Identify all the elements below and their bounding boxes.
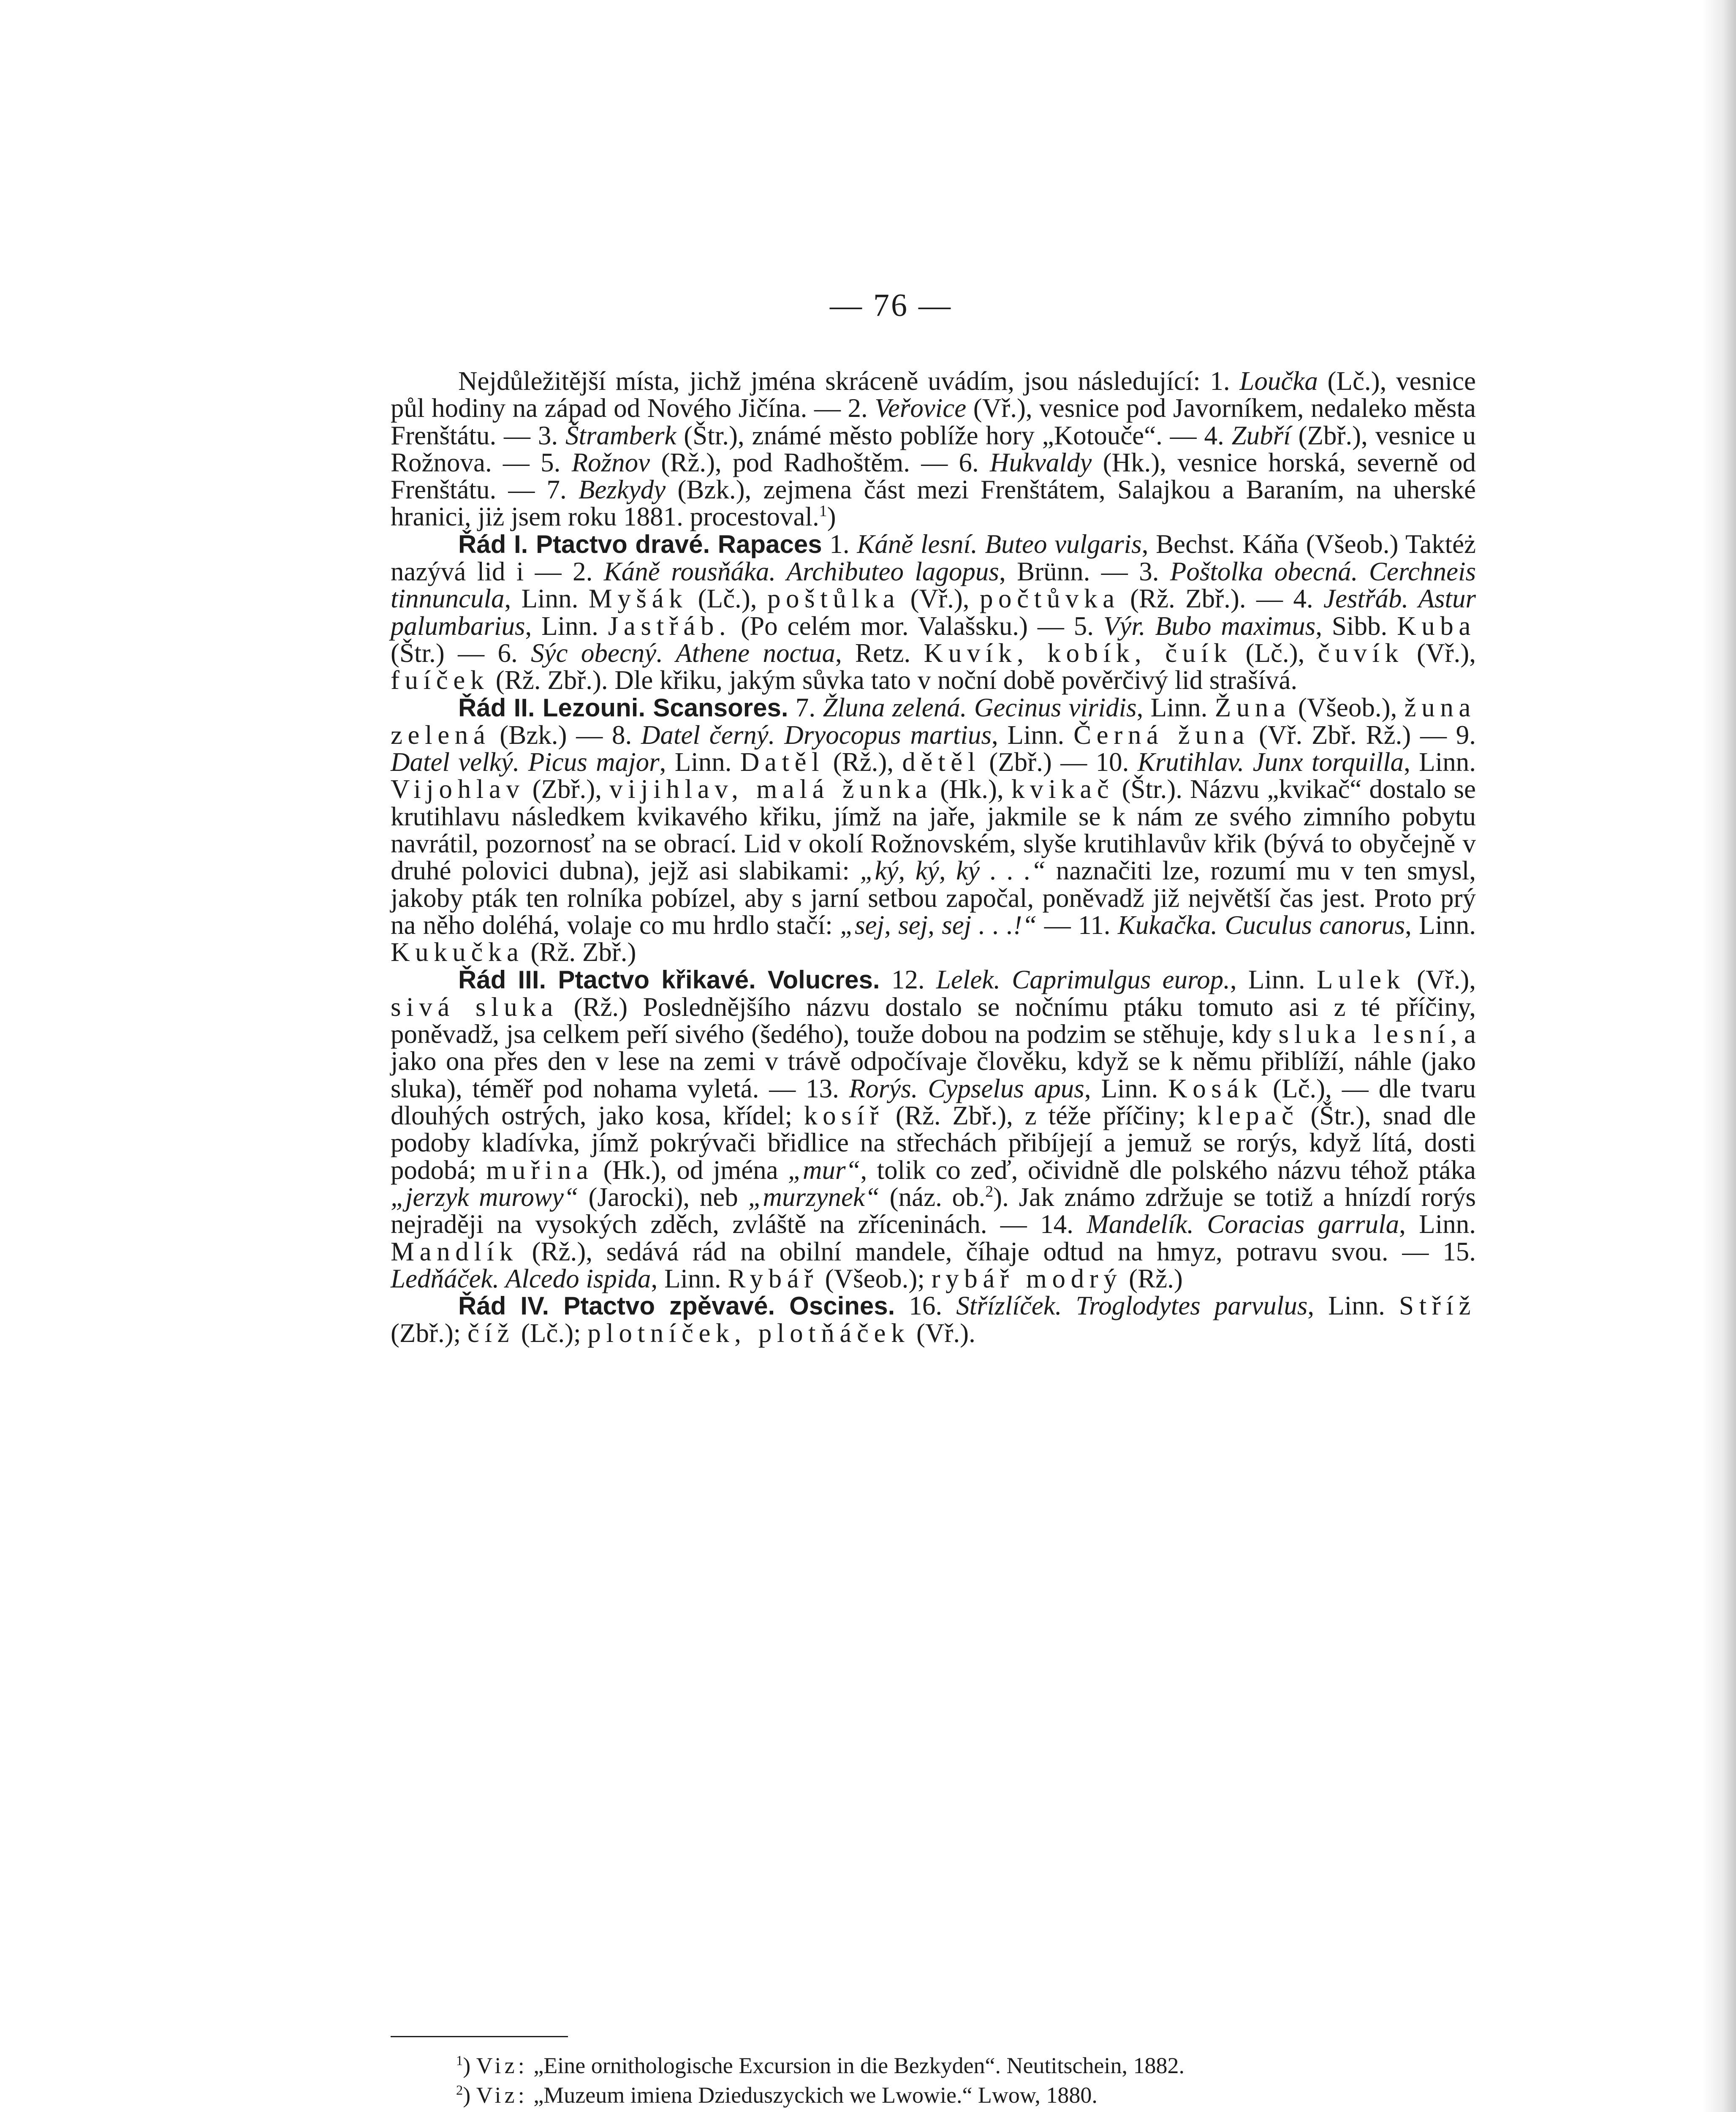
- footnote-2: $^2$) Viz: „Muzeum imiena Dzieduszyckich we Lwowie.“ Lwow, 1880.: [456, 2082, 1098, 2108]
- local-name: Lulek: [1316, 964, 1405, 994]
- footnotes: [456, 2051, 1478, 2110]
- order-3-paragraph: Řád III. Ptactvo křikavé. Volucres. 12. Lelek. Caprimulgus europ., Linn. Lulek (Vř.), sivá sluka (Rž.) Poslednějšího názvu dostalo se nočnímu ptáku tomuto asi z té příčiny, poněvadž, jsa celkem peří sivého (šedého), touže dobou na podzim se stěhuje, kdy sluka lesní, a jako ona přes den v lese na zemi v trávě odpočívaje člověku, když se k němu přiblíží, náhle (jako sluka), téměř pod nohama vyletá. — 13. Rorýs. Cypselus apus, Linn. Kosák (Lč.), — dle tvaru dlouhých ostrých, jako kosa, křídel; kosíř (Rž. Zbř.), z téže příčiny; klepač (Štr.), snad dle podoby kladívka, jímž pokrývači břidlice na střechách přibíjejí a jemuž se rorýs, když lítá, dosti podobá; muřina (Hk.), od jména „mur“, tolik co zeď, očividně dle polského názvu téhož ptáka „jerzyk murowy“ (Jarocki), neb „murzynek“ (náz. ob.$^2$). Jak známo zdržuje se totiž a hnízdí rorýs nejraději na vysokých zděch, zvláště na zříceninách. — 14. Mandelík. Coracias garrula, Linn. Mandlík (Rž.), sedává rád na obilní mandele, číhaje odtud na hmyz, potravu svou. — 15. Ledňáček. Alcedo ispida, Linn. Rybář (Všeob.); rybář modrý (Rž.): [391, 964, 1476, 1293]
- footnote-divider: [391, 2036, 568, 2037]
- local-name: Kuvík, kobík, čuík: [924, 638, 1233, 668]
- order-4-paragraph: Řád IV. Ptactvo zpěvavé. Oscines. 16. Střízlíček. Troglodytes parvulus, Linn. Stříž (Zbř.); číž (Lč.); plotníček, plotňáček (Vř.).: [391, 1291, 1476, 1348]
- local-name: Žuna: [1214, 692, 1291, 722]
- local-name: počtůvka: [979, 584, 1120, 614]
- local-name: plotníček, plotňáček: [587, 1318, 910, 1348]
- local-name: klepač: [1197, 1101, 1299, 1131]
- footnote-ref: 2: [985, 1182, 994, 1200]
- place-name: Štramberk: [565, 420, 676, 450]
- local-name: Kukučka: [391, 937, 524, 967]
- local-name: Černá žuna: [1073, 720, 1250, 750]
- local-name: poštůlka: [767, 584, 900, 614]
- local-name: fuíček: [391, 665, 489, 695]
- page-number: — 76 —: [830, 288, 952, 323]
- place-name: Zubří: [1231, 420, 1291, 450]
- local-name: Myšák: [588, 584, 688, 614]
- local-name: Kuba: [1397, 611, 1476, 641]
- local-name: Datěl: [740, 747, 825, 777]
- order-2-paragraph: Řád II. Lezouni. Scansores. 7. Žluna zelená. Gecinus viridis, Linn. Žuna (Všeob.), žuna zelená (Bzk.) — 8. Datel černý. Dryocopus martius, Linn. Černá žuna (Vř. Zbř. Rž.) — 9. Datel velký. Picus major, Linn. Datěl (Rž.), dětěl (Zbř.) — 10. Krutihlav. Junx torquilla, Linn. Vijohlav (Zbř.), vijihlav, malá žunka (Hk.), kvikač (Štr.). Názvu „kvikač“ dostalo se krutihlavu následkem kvikavého křiku, jímž na jaře, jakmile se k nám ze svého zimního pobytu navrátil, pozornosť na se obrací. Lid v okolí Rožnovském, slyše krutihlavův křik (bývá to obyčejně v druhé polovici dubna), jejž asi slabikami: „ký, ký, ký . . .“ naznačiti lze, rozumí mu v ten smysl, jakoby pták ten rolníka pobízel, aby s jarní setbou započal, poněvadž již největší čas jest. Proto prý na něho doléhá, volaje co mu hrdlo stačí: „sej, sej, sej . . .!“ — 11. Kukačka. Cuculus canorus, Linn. Kukučka (Rž. Zbř.): [391, 692, 1476, 967]
- local-name: sluka lesní: [1278, 1019, 1451, 1049]
- footnote-1: $^1$) Viz: „Eine ornithologische Excursion in die Bezkyden“. Neutitschein, 1882.: [456, 2053, 1185, 2078]
- local-name: muřina: [486, 1155, 594, 1185]
- place-name: Loučka: [1239, 366, 1318, 396]
- scan-edge-shadow: [1702, 0, 1736, 2112]
- local-name: Jastřáb.: [608, 611, 731, 641]
- local-name: kosíř: [804, 1101, 884, 1131]
- local-name: dětěl: [902, 747, 981, 777]
- place-name: Bezkydy: [578, 475, 666, 505]
- place-name: Rožnov: [571, 447, 650, 477]
- order-heading: Řád II. Lezouni. Scansores.: [458, 693, 788, 722]
- order-heading: Řád I. Ptactvo dravé. Rapaces: [458, 530, 822, 558]
- local-name: sivá sluka: [391, 992, 558, 1022]
- footnote-ref: 1: [819, 502, 827, 520]
- place-name: Hukvaldy: [989, 447, 1092, 477]
- local-name: Stříž: [1399, 1291, 1476, 1321]
- local-name: čuvík: [1318, 638, 1404, 668]
- local-name: číž: [467, 1318, 515, 1348]
- local-name: kvikač: [1011, 774, 1114, 804]
- local-name: žuna zelená: [391, 692, 1476, 750]
- local-name: vijihlav, malá žunka: [609, 774, 933, 804]
- place-name: Veřovice: [875, 393, 967, 423]
- local-name: Rybář: [728, 1263, 818, 1293]
- local-name: Kosák: [1168, 1073, 1263, 1103]
- main-text: [391, 367, 1476, 1347]
- order-1-paragraph: Řád I. Ptactvo dravé. Rapaces 1. Káně lesní. Buteo vulgaris, Bechst. Káňa (Všeob.) Taktéż nazývá lid i — 2. Káně rousňáka. Archibuteo lagopus, Brünn. — 3. Poštolka obecná. Cerchneis tinnuncula, Linn. Myšák (Lč.), poštůlka (Vř.), počtůvka (Rž. Zbř.). — 4. Jestřáb. Astur palumbarius, Linn. Jastřáb. (Po celém mor. Valašsku.) — 5. Výr. Bubo maximus, Sibb. Kuba (Štr.) — 6. Sýc obecný. Athene noctua, Retz. Kuvík, kobík, čuík (Lč.), čuvík (Vř.), fuíček (Rž. Zbř.). Dle křiku, jakým sůvka tato v noční době pověrčivý lid strašívá.: [391, 529, 1476, 695]
- order-heading: Řád III. Ptactvo křikavé. Volucres.: [458, 965, 880, 994]
- local-name: rybář modrý: [931, 1263, 1122, 1293]
- local-name: Vijohlav: [391, 774, 525, 804]
- local-name: Mandlík: [391, 1236, 518, 1266]
- intro-paragraph: Nejdůležitější místa, jichž jména skráceně uvádím, jsou následující: 1. Loučka (Lč.), vesnice půl hodiny na západ od Nového Jičína. — 2. Veřovice (Vř.), vesnice pod Javorníkem, nedaleko města Frenštátu. — 3. Štramberk (Štr.), známé město poblíže hory „Kotouče“. — 4. Zubří (Zbř.), vesnice u Rožnova. — 5. Rožnov (Rž.), pod Radhoštěm. — 6. Hukvaldy (Hk.), vesnice horská, severně od Frenštátu. — 7. Bezkydy (Bzk.), zejmena část mezi Frenštátem, Salajkou a Baraním, na uherské hranici, jiż jsem roku 1881. procestoval.$^1$): [391, 366, 1476, 532]
- order-heading: Řád IV. Ptactvo zpěvavé. Oscines.: [458, 1292, 895, 1320]
